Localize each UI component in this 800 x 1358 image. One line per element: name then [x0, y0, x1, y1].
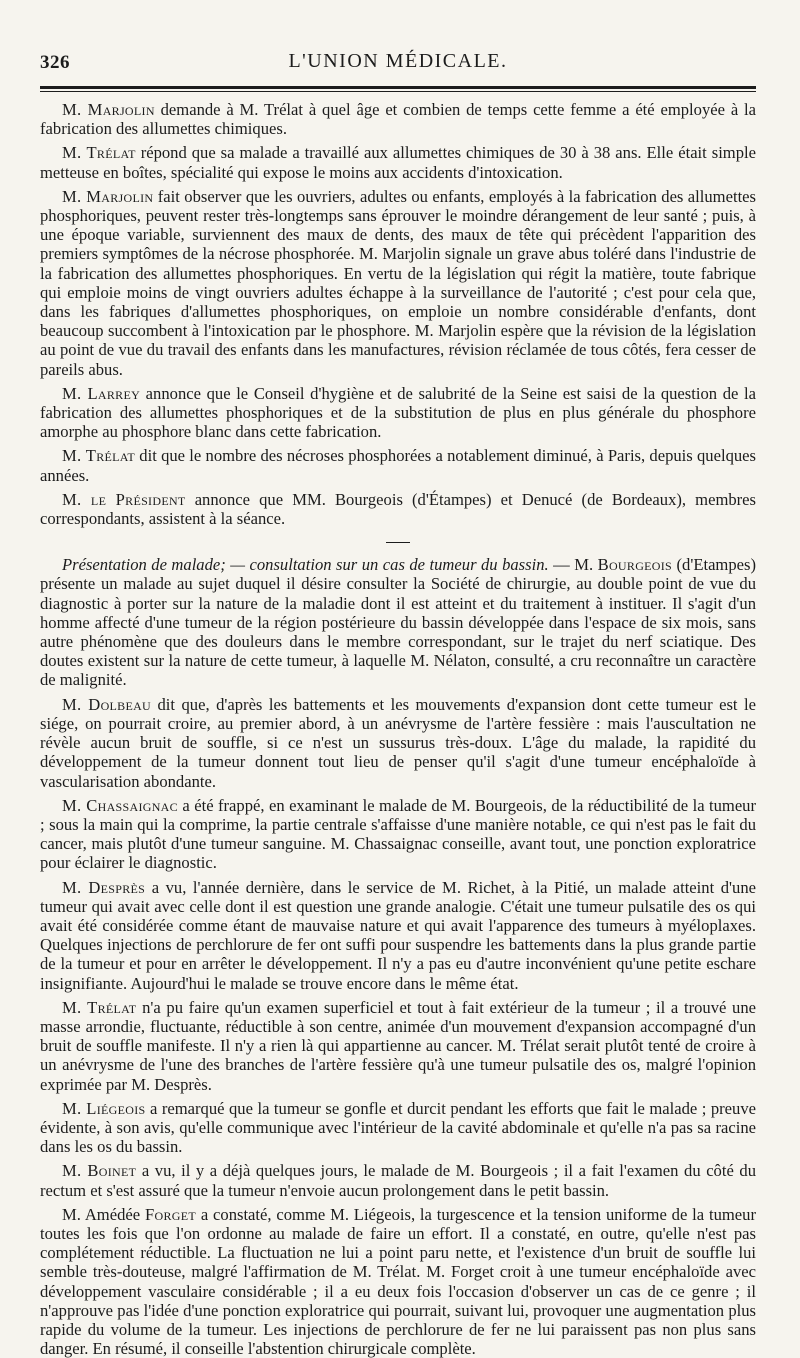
paragraph [40, 100, 756, 138]
speaker-name: M. Trélat [62, 446, 136, 466]
paragraph [40, 1161, 756, 1199]
header-rule-thin [40, 91, 756, 92]
paragraph-text: dit que le nombre des nécroses phosphorées a notablement diminué, à Paris, depuis quelques années. [40, 446, 756, 485]
paragraph-text: dit que, d'après les battements et les mouvements d'expansion dont cette tumeur est le siége, on pourrait croire, au premier abord, à un anévrysme de l'artère fessière : mais l'auscultation ne révèle aucun bruit de souffle, si ce n'est un sussurus très-doux. L'âge du malade, la rapidité du développement de la tumeur donnent tout lieu de penser qu'il s'agit d'une tumeur encéphaloïde à vascularisation abondante. [40, 694, 756, 791]
paragraph-text: demande à M. Trélat à quel âge et combien de temps cette femme a été employée à la fabrication des allumettes chimiques. [40, 100, 756, 139]
paragraph-text: a vu, l'année dernière, dans le service de M. Richet, à la Pitié, un malade atteint d'une tumeur qui avait avec celle dont il est question une grande analogie. C'était une tumeur pulsatile des os qui avait été considérée comme étant de mauvaise nature et qui avait l'apparence des tumeurs à myéloplaxes. Quelques injections de perchlorure de fer ont suffi pour suspendre les battements dans la plus grande partie de la tumeur et pour en arrêter le développement. Il n'y a pas eu d'autre inconvénient qu'une petite eschare insignifiante. Aujourd'hui le malade se trouve encore dans le même état. [40, 877, 756, 993]
paragraph [40, 695, 756, 791]
section-heading: Présentation de malade; — consultation sur un cas de tumeur du bassin. [62, 555, 549, 575]
paragraph-text: n'a pu faire qu'un examen superficiel et tout à fait extérieur de la tumeur ; il a trouvé une masse arrondie, fluctuante, réductible à son centre, animée d'un mouvement d'expansion accompagné d'un bruit de souffle manifeste. Il n'y a rien là qui appartienne au cancer. M. Trélat serait plutôt tenté de croire à un anévrysme de l'une des branches de l'artère fessière qu'à une tumeur pulsatile des os, malgré l'opinion exprimée par M. Desprès. [40, 997, 756, 1094]
paragraph-text: fait observer que les ouvriers, adultes ou enfants, employés à la fabrication des allumettes phosphoriques, peuvent rester très-longtemps sans éprouver le moindre dérangement de leur santé ; puis, à une époque variable, surviennent des maux de dents, des maux de tête qui précèdent l'apparition des premiers symptômes de la nécrose phosphorée. M. Marjolin signale un grave abus toléré dans l'industrie de la fabrication des allumettes phosphoriques. En vertu de la législation qui régit la matière, toute fabrique qui emploie moins de vingt ouvriers adultes échappe à la surveillance de l'autorité ; c'est pour cela que, dans les fabriques d'allumettes phosphoriques, on emploie un nombre considérable d'enfants, dont beaucoup succombent à l'intoxication par le phosphore. M. Marjolin espère que la révision de la législation au point de vue du travail des enfants dans les manufactures, révision réclamée de tous côtés, fera cesser de pareils abus. [40, 186, 756, 379]
paragraph-text: annonce que le Conseil d'hygiène et de salubrité de la Seine est saisi de la question de la fabrication des allumettes phosphoriques et de la substitution de plus en plus générale du phosphore amorphe au phosphore blanc dans cette fabrication. [40, 383, 756, 442]
paragraph-text: a été frappé, en examinant le malade de M. Bourgeois, de la réductibilité de la tumeur ; sous la main qui la comprime, la partie centrale s'affaisse d'une manière notable, ce qui n'est pas le fait du cancer, mais plutôt d'une tumeur sanguine. M. Chassaignac conseille, avant tout, une ponction exploratrice pour éclairer le diagnostic. [40, 795, 757, 873]
paragraph [40, 998, 756, 1094]
paragraph-text: répond que sa malade a travaillé aux allumettes chimiques de 30 à 38 ans. Elle était simple metteuse en boîtes, spécialité qui expose le moins aux accidents d'intoxication. [40, 143, 756, 182]
page-number: 326 [40, 52, 70, 73]
speaker-name: M. le Président [62, 489, 186, 509]
speaker-name: M. Larrey [62, 383, 141, 403]
speaker-name: M. Chassaignac [62, 795, 178, 815]
paragraph [40, 143, 756, 181]
page-body [40, 100, 756, 1358]
speaker-name: Forget [144, 1204, 196, 1224]
speaker-name: M. Liégeois [62, 1098, 146, 1118]
section-separator [386, 542, 410, 543]
header-rule-thick [40, 86, 756, 89]
paragraph-text: annonce que MM. Bourgeois (d'Étampes) et Denucé (de Bordeaux), membres correspondants, assistent à la séance. [40, 489, 757, 529]
speaker-name: M. Dolbeau [62, 694, 152, 714]
paragraph [40, 878, 756, 993]
speaker-name: Bourgeois [597, 555, 673, 575]
paragraph [40, 490, 756, 528]
speaker-name: M. Trélat [62, 997, 137, 1017]
page-header [40, 40, 756, 76]
paragraph-text: a constaté, comme M. Liégeois, la turgescence et la tension uniforme de la tumeur toutes les fois que l'on ordonne au malade de faire un effort. Il a constaté, en outre, qu'elle n'est pas complétement réductible. La fluctuation ne lui a point paru nette, et l'existence d'un bruit de souffle lui semble très-douteuse, malgré l'affirmation de M. Trélat. M. Forget croit à une tumeur encéphaloïde avec développement vasculaire considérable ; il a eu deux fois l'occasion d'observer un cas de ce genre ; il n'approuve pas l'idée d'une ponction exploratrice qui pourrait, suivant lui, provoquer une augmentation plus rapide du volume de la tumeur. Les injections de perchlorure de fer ne lui paraissent pas non plus sans danger. En résumé, il conseille l'abstention chirurgicale complète. [40, 1204, 756, 1358]
speaker-prefix: M. Amédée [62, 1204, 145, 1224]
paragraph [40, 187, 756, 379]
paragraph-text: a vu, il y a déjà quelques jours, le malade de M. Bourgeois ; il a fait l'examen du côté du rectum et s'est assuré que la tumeur n'envoie aucun prolongement dans le petit bassin. [40, 1161, 757, 1200]
paragraph-text: (d'Etampes) présente un malade au sujet duquel il désire consulter la Société de chirurgie, au double point de vue du diagnostic à porter sur la nature de la maladie dont il est atteint et du traitement à instituer. Il s'agit d'un homme affecté d'une tumeur de la région postérieure du bassin développée dans l'espace de six mois, sans autre phénomène que des douleurs dans le membre correspondant, sur le trajet du nerf sciatique. Des doutes existent sur la nature de cette tumeur, à laquelle M. Nélaton, consulté, a cru reconnaître un caractère de malignité. [40, 555, 756, 690]
paragraph-text: a remarqué que la tumeur se gonfle et durcit pendant les efforts que fait le malade ; preuve évidente, à son avis, qu'elle communique avec l'intérieur de la cavité abdominale et qu'elle n'a pas sa racine dans les os du bassin. [40, 1098, 756, 1157]
running-head: L'UNION MÉDICALE. [288, 50, 508, 72]
speaker-name: M. Marjolin [62, 100, 155, 119]
paragraph [40, 1205, 756, 1358]
paragraph [40, 555, 756, 689]
speaker-name: M. Boinet [62, 1161, 137, 1181]
heading-dash: — M. [548, 555, 598, 575]
paragraph [40, 446, 756, 484]
speaker-name: M. Desprès [62, 877, 146, 897]
paragraph [40, 796, 756, 873]
speaker-name: M. Trélat [62, 143, 136, 163]
paragraph [40, 1099, 756, 1157]
paragraph [40, 384, 756, 442]
speaker-name: M. Marjolin [62, 186, 154, 206]
